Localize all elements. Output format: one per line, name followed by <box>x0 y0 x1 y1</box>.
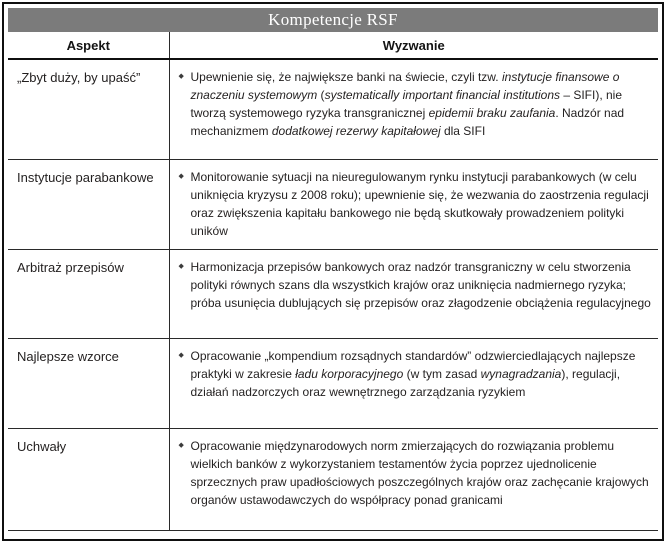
table-row <box>8 159 658 249</box>
wyzwanie-cell <box>169 59 658 159</box>
bullet-item <box>179 168 655 240</box>
table-frame <box>2 2 664 541</box>
wyzwanie-text: Upewnienie się, że największe banki na świecie, czyli tzw. instytucje finansowe o znaczeniu systemowym (systematically important financial institutions – SIFI), nie tworzą systemowego ryzyka transgranicznej epidemii braku zaufania. Nadzór nad mechanizmem dodatkowej rezerwy kapitałowej dla SIFI <box>190 70 625 138</box>
bullet-item <box>179 258 655 312</box>
column-header-wyzwanie: Wyzwanie <box>169 32 658 59</box>
table-row <box>8 249 658 338</box>
header-row <box>8 32 658 59</box>
table-row <box>8 428 658 530</box>
table-row <box>8 338 658 428</box>
aspekt-cell: „Zbyt duży, by upaść” <box>17 70 141 85</box>
wyzwanie-cell <box>169 338 658 428</box>
bullet-diamond-icon: ◆ <box>178 262 184 270</box>
bullet-item <box>179 347 655 401</box>
wyzwanie-text: Opracowanie „kompendium rozsądnych standardów” odzwierciedlających najlepsze praktyki w zakresie ładu korporacyjnego (w tym zasad wynagradzania), regulacji, działań nadzorczych oraz wewnętrznego zarządzania ryzykiem <box>190 348 636 399</box>
bullet-diamond-icon: ◆ <box>178 73 184 80</box>
wyzwanie-cell <box>169 428 658 530</box>
aspekt-cell: Uchwały <box>8 428 169 530</box>
table-title: Kompetencje RSF <box>8 8 658 32</box>
wyzwanie-cell <box>169 159 658 249</box>
bullet-diamond-icon: ◆ <box>178 441 184 449</box>
bullet-diamond-icon: ◆ <box>178 351 184 359</box>
wyzwanie-text: Harmonizacja przepisów bankowych oraz nadzór transgraniczny w celu stworzenia polityki równych szans dla wszystkich krajów oraz uniknięcia nadmiernego ryzyka; próba usunięcia dublujących się przepisów oraz złagodzenie obciążenia regulacyjnego <box>190 259 651 310</box>
wyzwanie-cell <box>169 249 658 338</box>
column-header-aspekt: Aspekt <box>8 32 169 59</box>
table-row <box>8 59 658 159</box>
bullet-item <box>179 437 655 509</box>
competencies-table <box>8 32 658 531</box>
aspekt-cell: Arbitraż przepisów <box>8 249 169 338</box>
aspekt-cell: Najlepsze wzorce <box>8 338 169 428</box>
wyzwanie-text: Opracowanie międzynarodowych norm zmierzających do rozwiązania problemu wielkich banków z wykorzystaniem testamentów życia poprzez ujednolicenie sprzecznych praw upadłościowych poszczególnych krajów oraz zachęcanie krajowych organów ustawodawczych do współpracy ponad granicami <box>190 438 649 507</box>
bullet-diamond-icon: ◆ <box>178 172 184 180</box>
wyzwanie-text: Monitorowanie sytuacji na nieuregulowanym rynku instytucji parabankowych (w celu uniknięcia kryzysu z 2008 roku); upewnienie się, że wezwania do zaostrzenia regulacji oraz zwiększenia kapitału bankowego nie będą skutkowały prowadzeniem polityki uników <box>190 169 649 238</box>
bullet-item <box>179 68 655 140</box>
aspekt-cell: Instytucje parabankowe <box>8 159 169 249</box>
